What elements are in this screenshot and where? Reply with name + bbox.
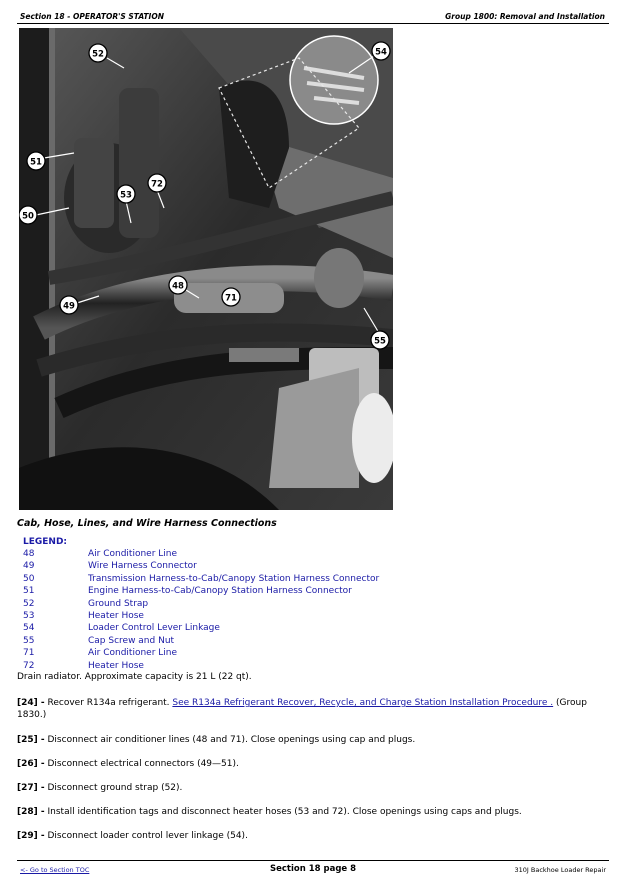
group-title: Group 1800: Removal and Installation: [445, 12, 605, 21]
step-text: Disconnect electrical connectors (49—51).: [47, 759, 239, 769]
callout-71: [222, 288, 240, 306]
step-text: Disconnect loader control lever linkage (54).: [47, 831, 248, 841]
page-footer: [17, 860, 609, 881]
legend-label: Ground Strap: [88, 598, 149, 609]
legend-num: 52: [23, 598, 35, 609]
step-number: [24] -: [17, 698, 45, 708]
step-29: [17, 830, 607, 842]
svg-text:72: 72: [151, 179, 163, 190]
step-27: [17, 782, 607, 794]
svg-text:71: 71: [225, 293, 237, 304]
figure-caption: Cab, Hose, Lines, and Wire Harness Connections: [17, 518, 277, 529]
step-number: [29] -: [17, 831, 45, 841]
legend-num: 49: [23, 561, 35, 572]
legend-label: Wire Harness Connector: [88, 561, 197, 572]
book-title: 310J Backhoe Loader Repair: [514, 866, 606, 874]
svg-text:49: 49: [63, 301, 75, 312]
figure-photo: [19, 28, 393, 510]
legend-num: 71: [23, 648, 35, 659]
step-26: [17, 758, 607, 770]
step-number: [28] -: [17, 807, 45, 817]
legend-num: 55: [23, 635, 35, 646]
page-header: [17, 9, 609, 24]
page-number: Section 18 page 8: [269, 864, 357, 874]
step-text: Disconnect ground strap (52).: [47, 783, 183, 793]
legend-label: Air Conditioner Line: [88, 549, 178, 559]
legend-label: Engine Harness-to-Cab/Canopy Station Harness Connector: [88, 586, 352, 597]
procedure-link[interactable]: See R134a Refrigerant Recover, Recycle, and Charge Station Installation Procedure .: [172, 698, 554, 708]
step-number: [26] -: [17, 759, 45, 769]
legend-num: 51: [23, 586, 35, 597]
legend-num: 72: [23, 660, 35, 671]
step-text: Disconnect air conditioner lines (48 and 71). Close openings using cap and plugs.: [47, 735, 416, 745]
svg-text:52: 52: [92, 49, 104, 60]
drain-note: Drain radiator. Approximate capacity is 21 L (22 qt).: [17, 672, 252, 682]
legend-label: Heater Hose: [88, 610, 144, 621]
legend-label: Heater Hose: [88, 660, 144, 671]
legend-num: 54: [23, 623, 35, 634]
step-25: [17, 734, 607, 746]
step-text: Recover R134a refrigerant.: [47, 698, 173, 708]
section-title: Section 18 - OPERATOR'S STATION: [20, 12, 164, 21]
svg-text:51: 51: [30, 157, 42, 168]
legend-title: LEGEND:: [23, 537, 68, 547]
legend-label: Cap Screw and Nut: [88, 635, 175, 646]
legend-label: Transmission Harness-to-Cab/Canopy Station Harness Connector: [88, 573, 380, 584]
legend-label: Air Conditioner Line: [88, 648, 178, 659]
svg-text:55: 55: [374, 336, 386, 347]
legend-label: Loader Control Lever Linkage: [88, 623, 220, 634]
step-24: [17, 697, 607, 721]
svg-text:54: 54: [375, 47, 387, 58]
step-text-suffix: (Group 1830.): [17, 698, 587, 720]
step-text: Install identification tags and disconnect heater hoses (53 and 72). Close openings using caps and plugs.: [47, 807, 522, 817]
legend-num: 50: [23, 573, 35, 584]
svg-text:50: 50: [22, 211, 34, 222]
svg-text:48: 48: [172, 281, 184, 292]
legend-num: 48: [23, 549, 35, 559]
svg-text:53: 53: [120, 190, 132, 201]
step-28: [17, 806, 607, 818]
section-toc-link[interactable]: <- Go to Section TOC: [20, 866, 90, 874]
step-number: [25] -: [17, 735, 45, 745]
legend-num: 53: [23, 610, 35, 621]
step-number: [27] -: [17, 783, 45, 793]
